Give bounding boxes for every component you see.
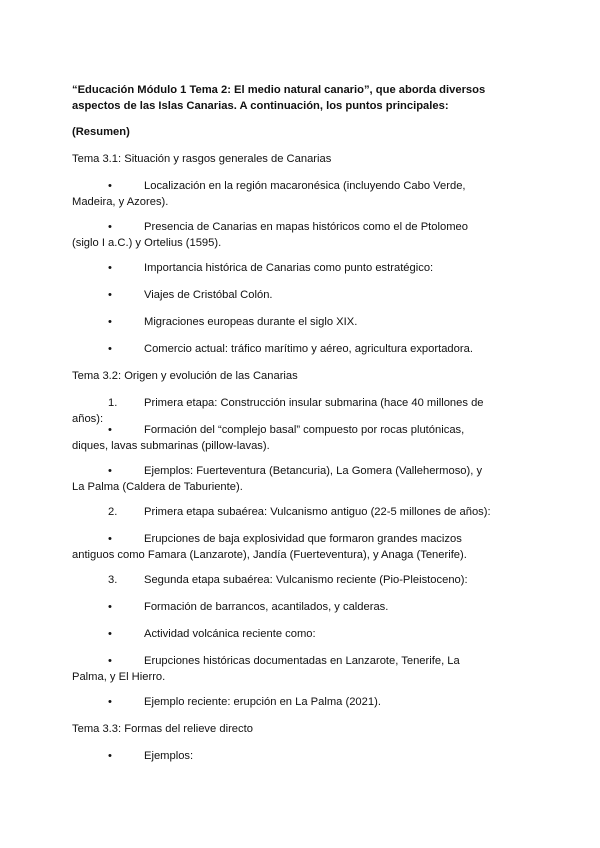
heading-tema-3-1: Tema 3.1: Situación y rasgos generales de Canarias (72, 153, 332, 165)
bullet-icon: • (108, 601, 112, 613)
bullet-icon: • (108, 262, 112, 274)
list-item: • Ejemplos: Fuerteventura (Betancuria), La Gomera (Vallehermoso), y La Palma (Caldera de Taburiente). (72, 465, 483, 493)
list-item: • Ejemplo reciente: erupción en La Palma (2021). (108, 696, 381, 708)
bullet-icon: • (108, 316, 112, 328)
list-item: • Presencia de Canarias en mapas históricos como el de Ptolomeo (siglo I a.C.) y Ortelius (1595). (72, 221, 468, 249)
list-item: • Erupciones históricas documentadas en Lanzarote, Tenerife, La Palma, y El Hierro. (72, 655, 460, 683)
bullet-icon: • (108, 465, 112, 477)
bullet-icon: • (108, 289, 112, 301)
list-item: • Comercio actual: tráfico marítimo y aéreo, agricultura exportadora. (108, 343, 473, 355)
bullet-icon: • (108, 655, 112, 667)
bullet-icon: • (108, 424, 112, 436)
item-number: 1. (108, 397, 118, 409)
numbered-item: 1. Primera etapa: Construcción insular submarina (hace 40 millones de años): (72, 397, 484, 425)
list-item: • Actividad volcánica reciente como: (108, 628, 316, 640)
bullet-icon: • (108, 696, 112, 708)
list-item: • Viajes de Cristóbal Colón. (108, 289, 273, 301)
heading-tema-3-3: Tema 3.3: Formas del relieve directo (72, 723, 253, 735)
list-item: • Formación del “complejo basal” compuesto por rocas plutónicas, diques, lavas submarinas (pillow-lavas). (72, 424, 465, 452)
list-item: • Importancia histórica de Canarias como punto estratégico: (108, 262, 434, 274)
list-item: • Erupciones de baja explosividad que formaron grandes macizos antiguos como Famara (Lanzarote), Jandía (Fuerteventura), y Anaga (Tenerife). (72, 533, 467, 561)
bullet-icon: • (108, 180, 112, 192)
bullet-icon: • (108, 628, 112, 640)
item-number: 2. (108, 506, 118, 518)
bullet-icon: • (108, 750, 112, 762)
numbered-item: 3. Segunda etapa subaérea: Vulcanismo reciente (Pio-Pleistoceno): (108, 574, 468, 586)
list-item: • Formación de barrancos, acantilados, y calderas. (108, 601, 389, 613)
bullet-icon: • (108, 533, 112, 545)
resumen-label: (Resumen) (72, 126, 130, 138)
bullet-icon: • (108, 343, 112, 355)
numbered-item: 2. Primera etapa subaérea: Vulcanismo antiguo (22-5 millones de años): (108, 506, 491, 518)
heading-tema-3-2: Tema 3.2: Origen y evolución de las Canarias (72, 370, 298, 382)
bullet-icon: • (108, 221, 112, 233)
list-item: • Localización en la región macaronésica (incluyendo Cabo Verde, Madeira, y Azores). (72, 180, 466, 208)
intro-paragraph: “Educación Módulo 1 Tema 2: El medio natural canario”, que aborda diversos aspectos de las Islas Canarias. A continuación, los puntos principales: (72, 84, 486, 112)
item-number: 3. (108, 574, 118, 586)
list-item: • Migraciones europeas durante el siglo XIX. (108, 316, 358, 328)
list-item: • Ejemplos: (108, 750, 194, 762)
